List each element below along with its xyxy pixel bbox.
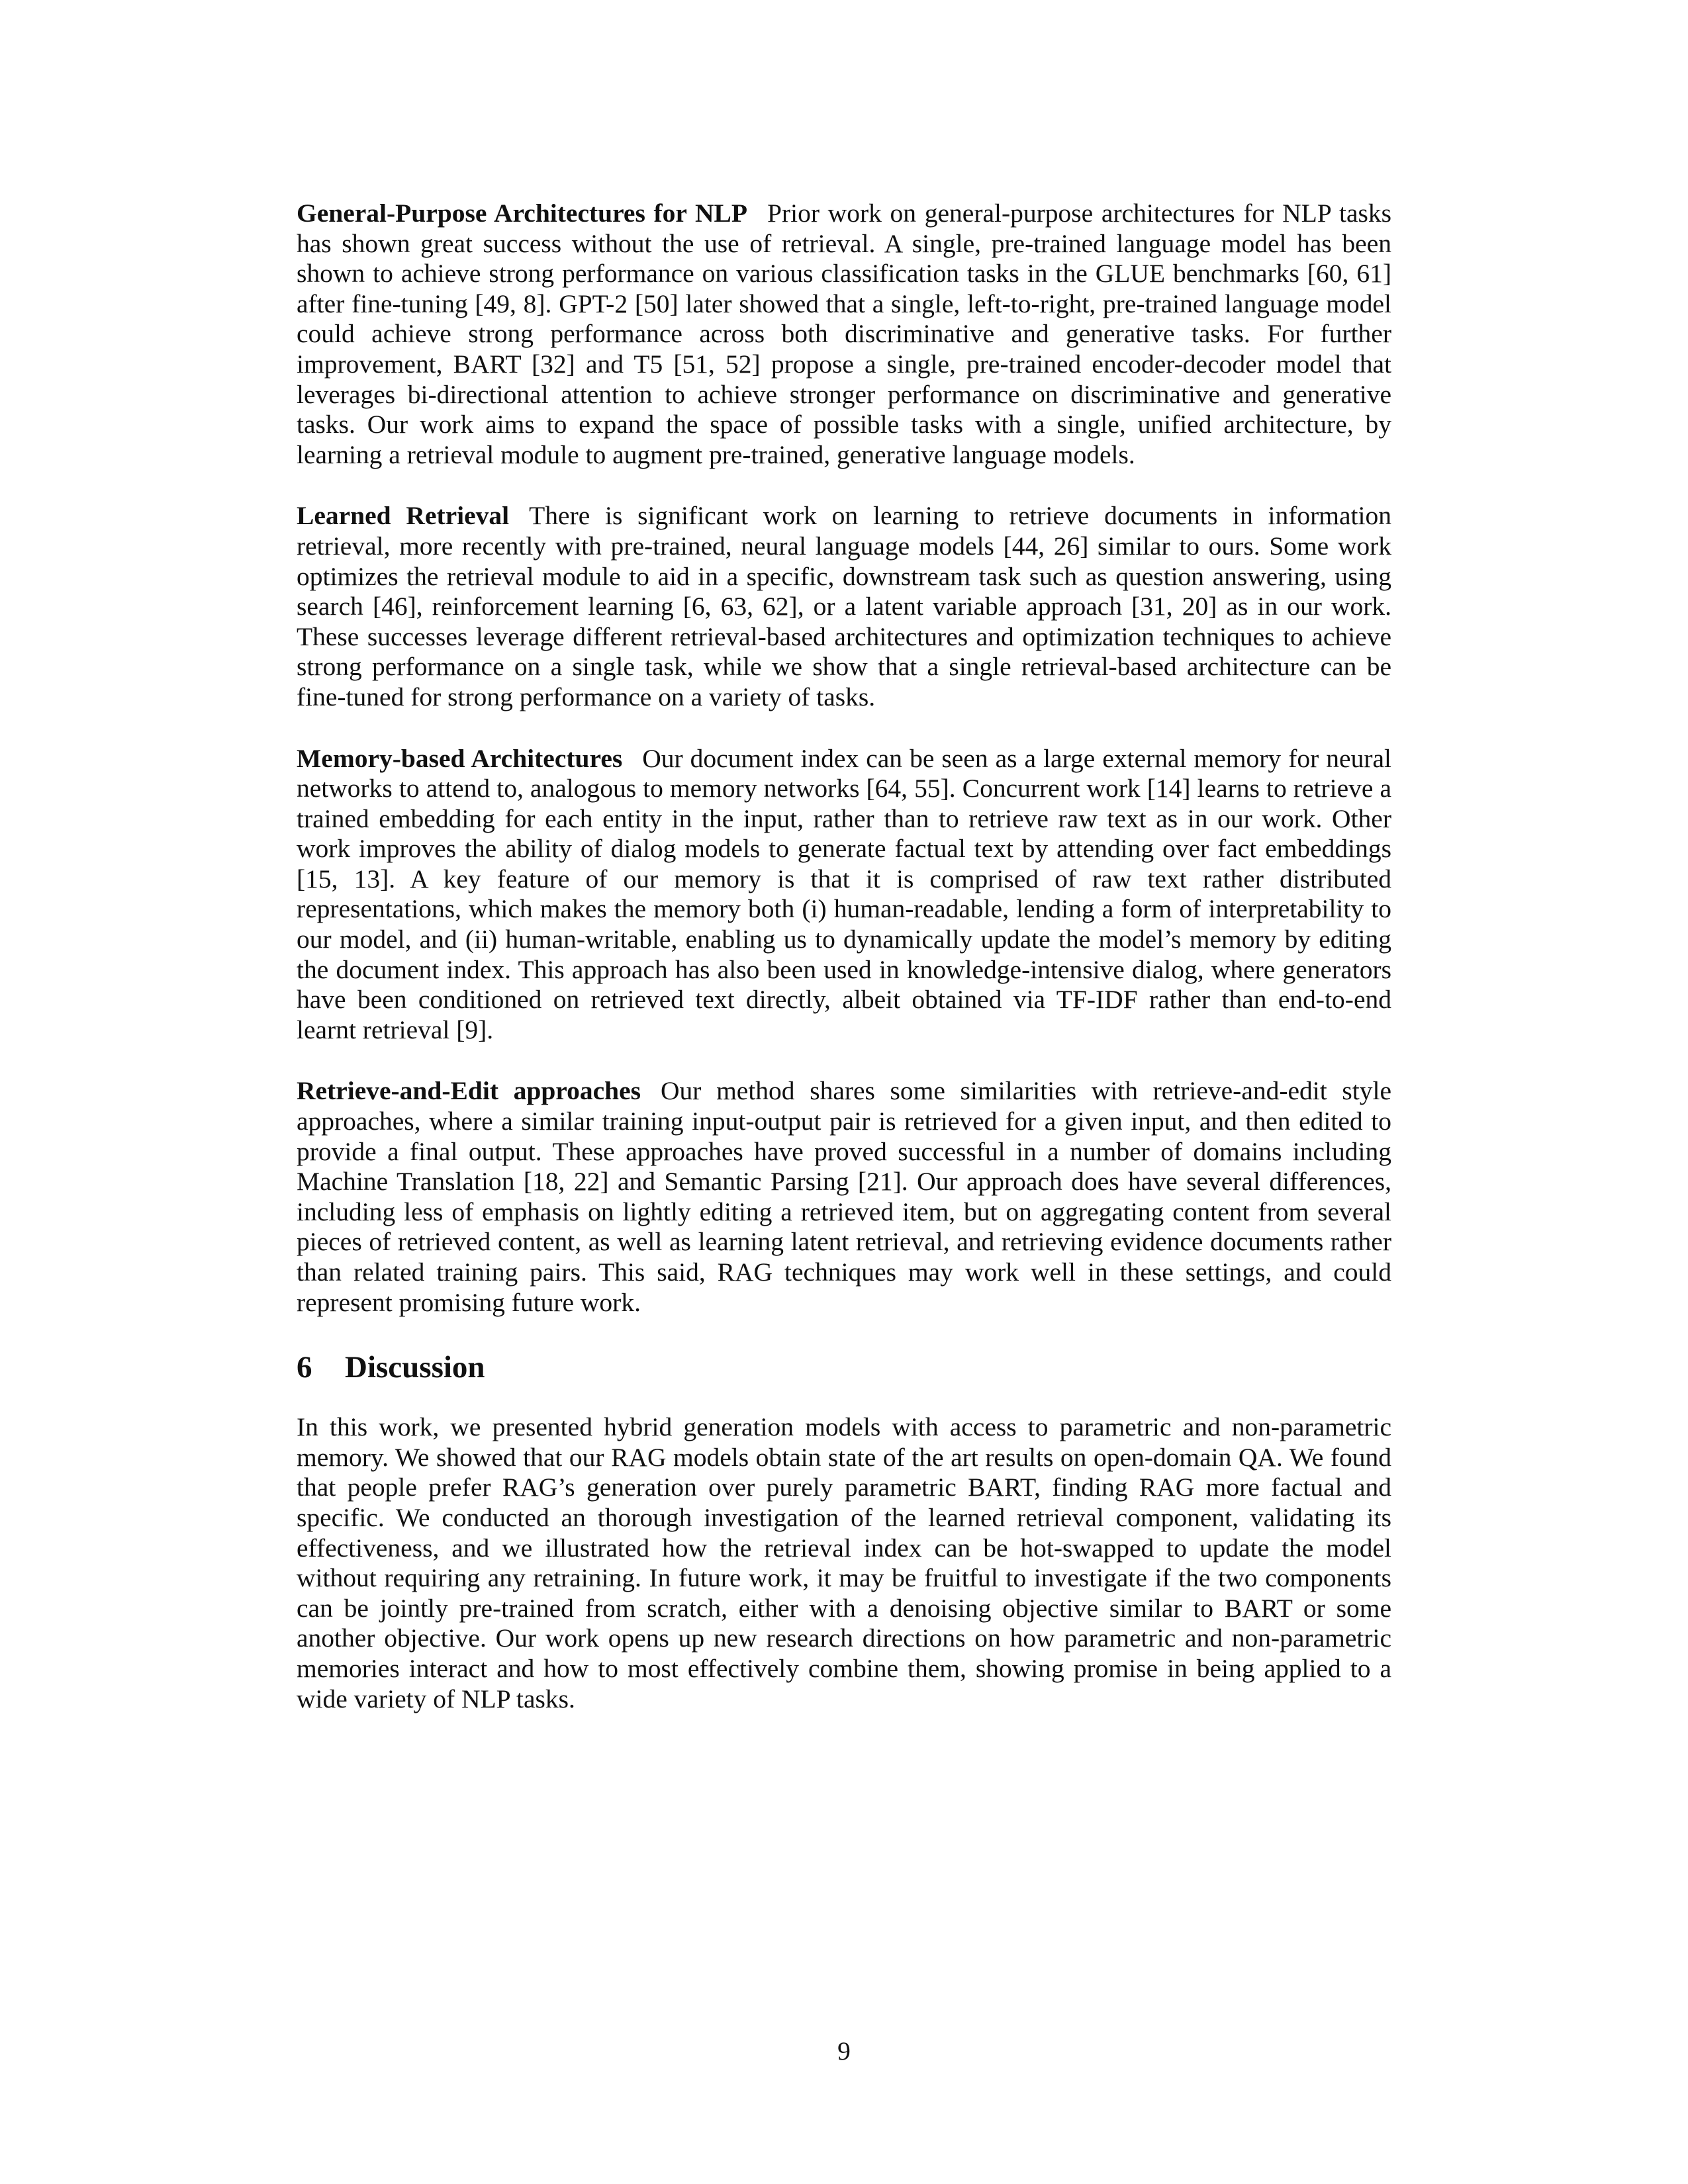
- related-work-paragraph-general-purpose: [297, 199, 1391, 470]
- paragraph-heading: Memory-based Architectures: [297, 743, 623, 773]
- paragraph-heading: General-Purpose Architectures for NLP: [297, 199, 747, 228]
- section-title: Discussion: [345, 1350, 485, 1385]
- paragraph-body: Our document index can be seen as a large external memory for neural networks to attend to, analogous to memory networks [64, 55]. Concurrent work [14] learns to retrieve a trained embedding for each entity in the input, rather than to retrieve raw text as in our work. Other work improves the ability of dialog models to generate factual text by attending over fact embeddings [15, 13]. A key feature of our memory is that it is comprised of raw text rather distributed representations, which makes the memory both (i) human-readable, lending a form of interpretability to our model, and (ii) human-writable, enabling us to dynamically update the model’s memory by editing the document index. This approach has also been used in knowledge-intensive dialog, where generators have been conditioned on retrieved text directly, albeit obtained via TF-IDF rather than end-to-end learnt retrieval [9].: [297, 743, 1391, 1044]
- paragraph-body: There is significant work on learning to retrieve documents in information retrieval, more recently with pre-trained, neural language models [44, 26] similar to ours. Some work optimizes the retrieval module to aid in a specific, downstream task such as question answering, using search [46], reinforcement learning [6, 63, 62], or a latent variable approach [31, 20] as in our work. These successes leverage different retrieval-based architectures and optimization techniques to achieve strong performance on a single task, while we show that a single retrieval-based architecture can be fine-tuned for strong performance on a variety of tasks.: [297, 501, 1392, 711]
- paragraph-heading: Learned Retrieval: [297, 501, 510, 531]
- section-number: 6: [297, 1350, 312, 1385]
- paragraph-heading: Retrieve-and-Edit approaches: [297, 1076, 641, 1106]
- paragraph-body: Prior work on general-purpose architectures for NLP tasks has shown great success without the use of retrieval. A single, pre-trained language model has been shown to achieve strong performance on various classification tasks in the GLUE benchmarks [60, 61] after fine-tuning [49, 8]. GPT-2 [50] later showed that a single, left-to-right, pre-trained language model could achieve strong performance across both discriminative and generative tasks. For further improvement, BART [32] and T5 [51, 52] propose a single, pre-trained encoder-decoder model that leverages bi-directional attention to achieve stronger performance on discriminative and generative tasks. Our work aims to expand the space of possible tasks with a single, unified architecture, by learning a retrieval module to augment pre-trained, generative language models.: [297, 199, 1392, 469]
- related-work-paragraph-retrieve-and-edit: [297, 1076, 1391, 1318]
- text-column: [297, 199, 1391, 1714]
- paragraph-body: Our method shares some similarities with retrieve-and-edit style approaches, where a similar training input-output pair is retrieved for a given input, and then edited to provide a final output. These approaches have proved successful in a number of domains including Machine Translation [18, 22] and Semantic Parsing [21]. Our approach does have several differences, including less of emphasis on lightly editing a retrieved item, but on aggregating content from several pieces of retrieved content, as well as learning latent retrieval, and retrieving evidence documents rather than related training pairs. This said, RAG techniques may work well in these settings, and could represent promising future work.: [297, 1076, 1391, 1317]
- page-number: 9: [837, 2036, 851, 2066]
- related-work-paragraph-memory-based: [297, 744, 1391, 1046]
- discussion-paragraph: In this work, we presented hybrid generation models with access to parametric and non-parametric memory. We showed that our RAG models obtain state of the art results on open-domain QA. We found that people prefer RAG’s generation over purely parametric BART, finding RAG more factual and specific. We conducted an thorough investigation of the learned retrieval component, validating its effectiveness, and we illustrated how the retrieval index can be hot-swapped to update the model without requiring any retraining. In future work, it may be fruitful to investigate if the two components can be jointly pre-trained from scratch, either with a denoising objective similar to BART or some another objective. Our work opens up new research directions on how parametric and non-parametric memories interact and how to most effectively combine them, showing promise in being applied to a wide variety of NLP tasks.: [297, 1412, 1391, 1713]
- section-heading-discussion: [297, 1349, 1391, 1386]
- related-work-paragraph-learned-retrieval: [297, 501, 1391, 712]
